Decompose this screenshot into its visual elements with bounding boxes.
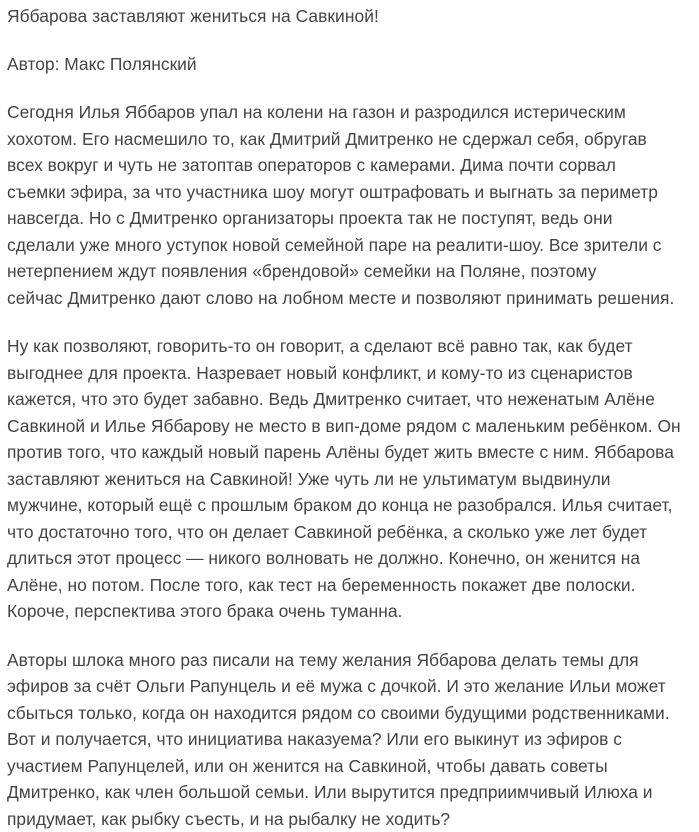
paragraph-line: Алёне, но потом. После того, как тест на беременность покажет две полоски. [7,572,689,599]
paragraph-line: навсегда. Но с Дмитренко организаторы проекта так не поступят, ведь они [7,205,689,232]
paragraph-line: Авторы шлока много раз писали на тему желания Яббарова делать темы для [7,647,689,674]
paragraph-line: Ну как позволяют, говорить-то он говорит, а сделают всё равно так, как будет [7,333,689,360]
paragraph-line: придумает, как рыбку съесть, и на рыбалку не ходить? [7,806,689,832]
paragraph-line: мужчине, который ещё с прошлым браком до конца не разобрался. Илья считает, [7,492,689,519]
article-author: Автор: Макс Полянский [7,51,689,77]
article-paragraph-2 [7,333,689,625]
paragraph-line: против того, что каждый новый парень Алёны будет жить вместе с ним. Яббарова [7,439,689,466]
paragraph-line: нетерпением ждут появления «брендовой» семейки на Поляне, поэтому [7,258,689,285]
paragraph-line: Вот и получается, что инициатива наказуема? Или его выкинут из эфиров с [7,726,689,753]
article-paragraph-1 [7,99,689,311]
paragraph-line: съемки эфира, за что участника шоу могут оштрафовать и выгнать за периметр [7,179,689,206]
paragraph-line: сделали уже много уступок новой семейной паре на реалити-шоу. Все зрители с [7,232,689,259]
paragraph-line: что достаточно того, что он делает Савкиной ребёнка, а сколько уже лет будет [7,519,689,546]
paragraph-line: сбыться только, когда он находится рядом со своими будущими родственниками. [7,700,689,727]
paragraph-line: заставляют жениться на Савкиной! Уже чуть ли не ультиматум выдвинули [7,466,689,493]
article-paragraph-3 [7,647,689,832]
paragraph-line: участием Рапунцелей, или он женится на Савкиной, чтобы давать советы [7,753,689,780]
paragraph-line: Савкиной и Илье Яббарову не место в вип-доме рядом с маленьким ребёнком. Он [7,413,689,440]
paragraph-line: всех вокруг и чуть не затоптав операторов с камерами. Дима почти сорвал [7,152,689,179]
paragraph-line: сейчас Дмитренко дают слово на лобном месте и позволяют принимать решения. [7,285,689,312]
article-title: Яббарова заставляют жениться на Савкиной! [7,0,689,29]
paragraph-line: Сегодня Илья Яббаров упал на колени на газон и разродился истерическим [7,99,689,126]
paragraph-line: Короче, перспектива этого брака очень туманна. [7,598,689,625]
paragraph-line: эфиров за счёт Ольги Рапунцель и её мужа с дочкой. И это желание Ильи может [7,673,689,700]
paragraph-line: кажется, что это будет забавно. Ведь Дмитренко считает, что неженатым Алёне [7,386,689,413]
paragraph-line: Дмитренко, как член большой семьи. Или вырутится предприимчивый Илюха и [7,779,689,806]
paragraph-line: хохотом. Его насмешило то, как Дмитрий Дмитренко не сдержал себя, обругав [7,126,689,153]
paragraph-line: длиться этот процесс — никого волновать не должно. Конечно, он женится на [7,545,689,572]
paragraph-line: выгоднее для проекта. Назревает новый конфликт, и кому-то из сценаристов [7,360,689,387]
